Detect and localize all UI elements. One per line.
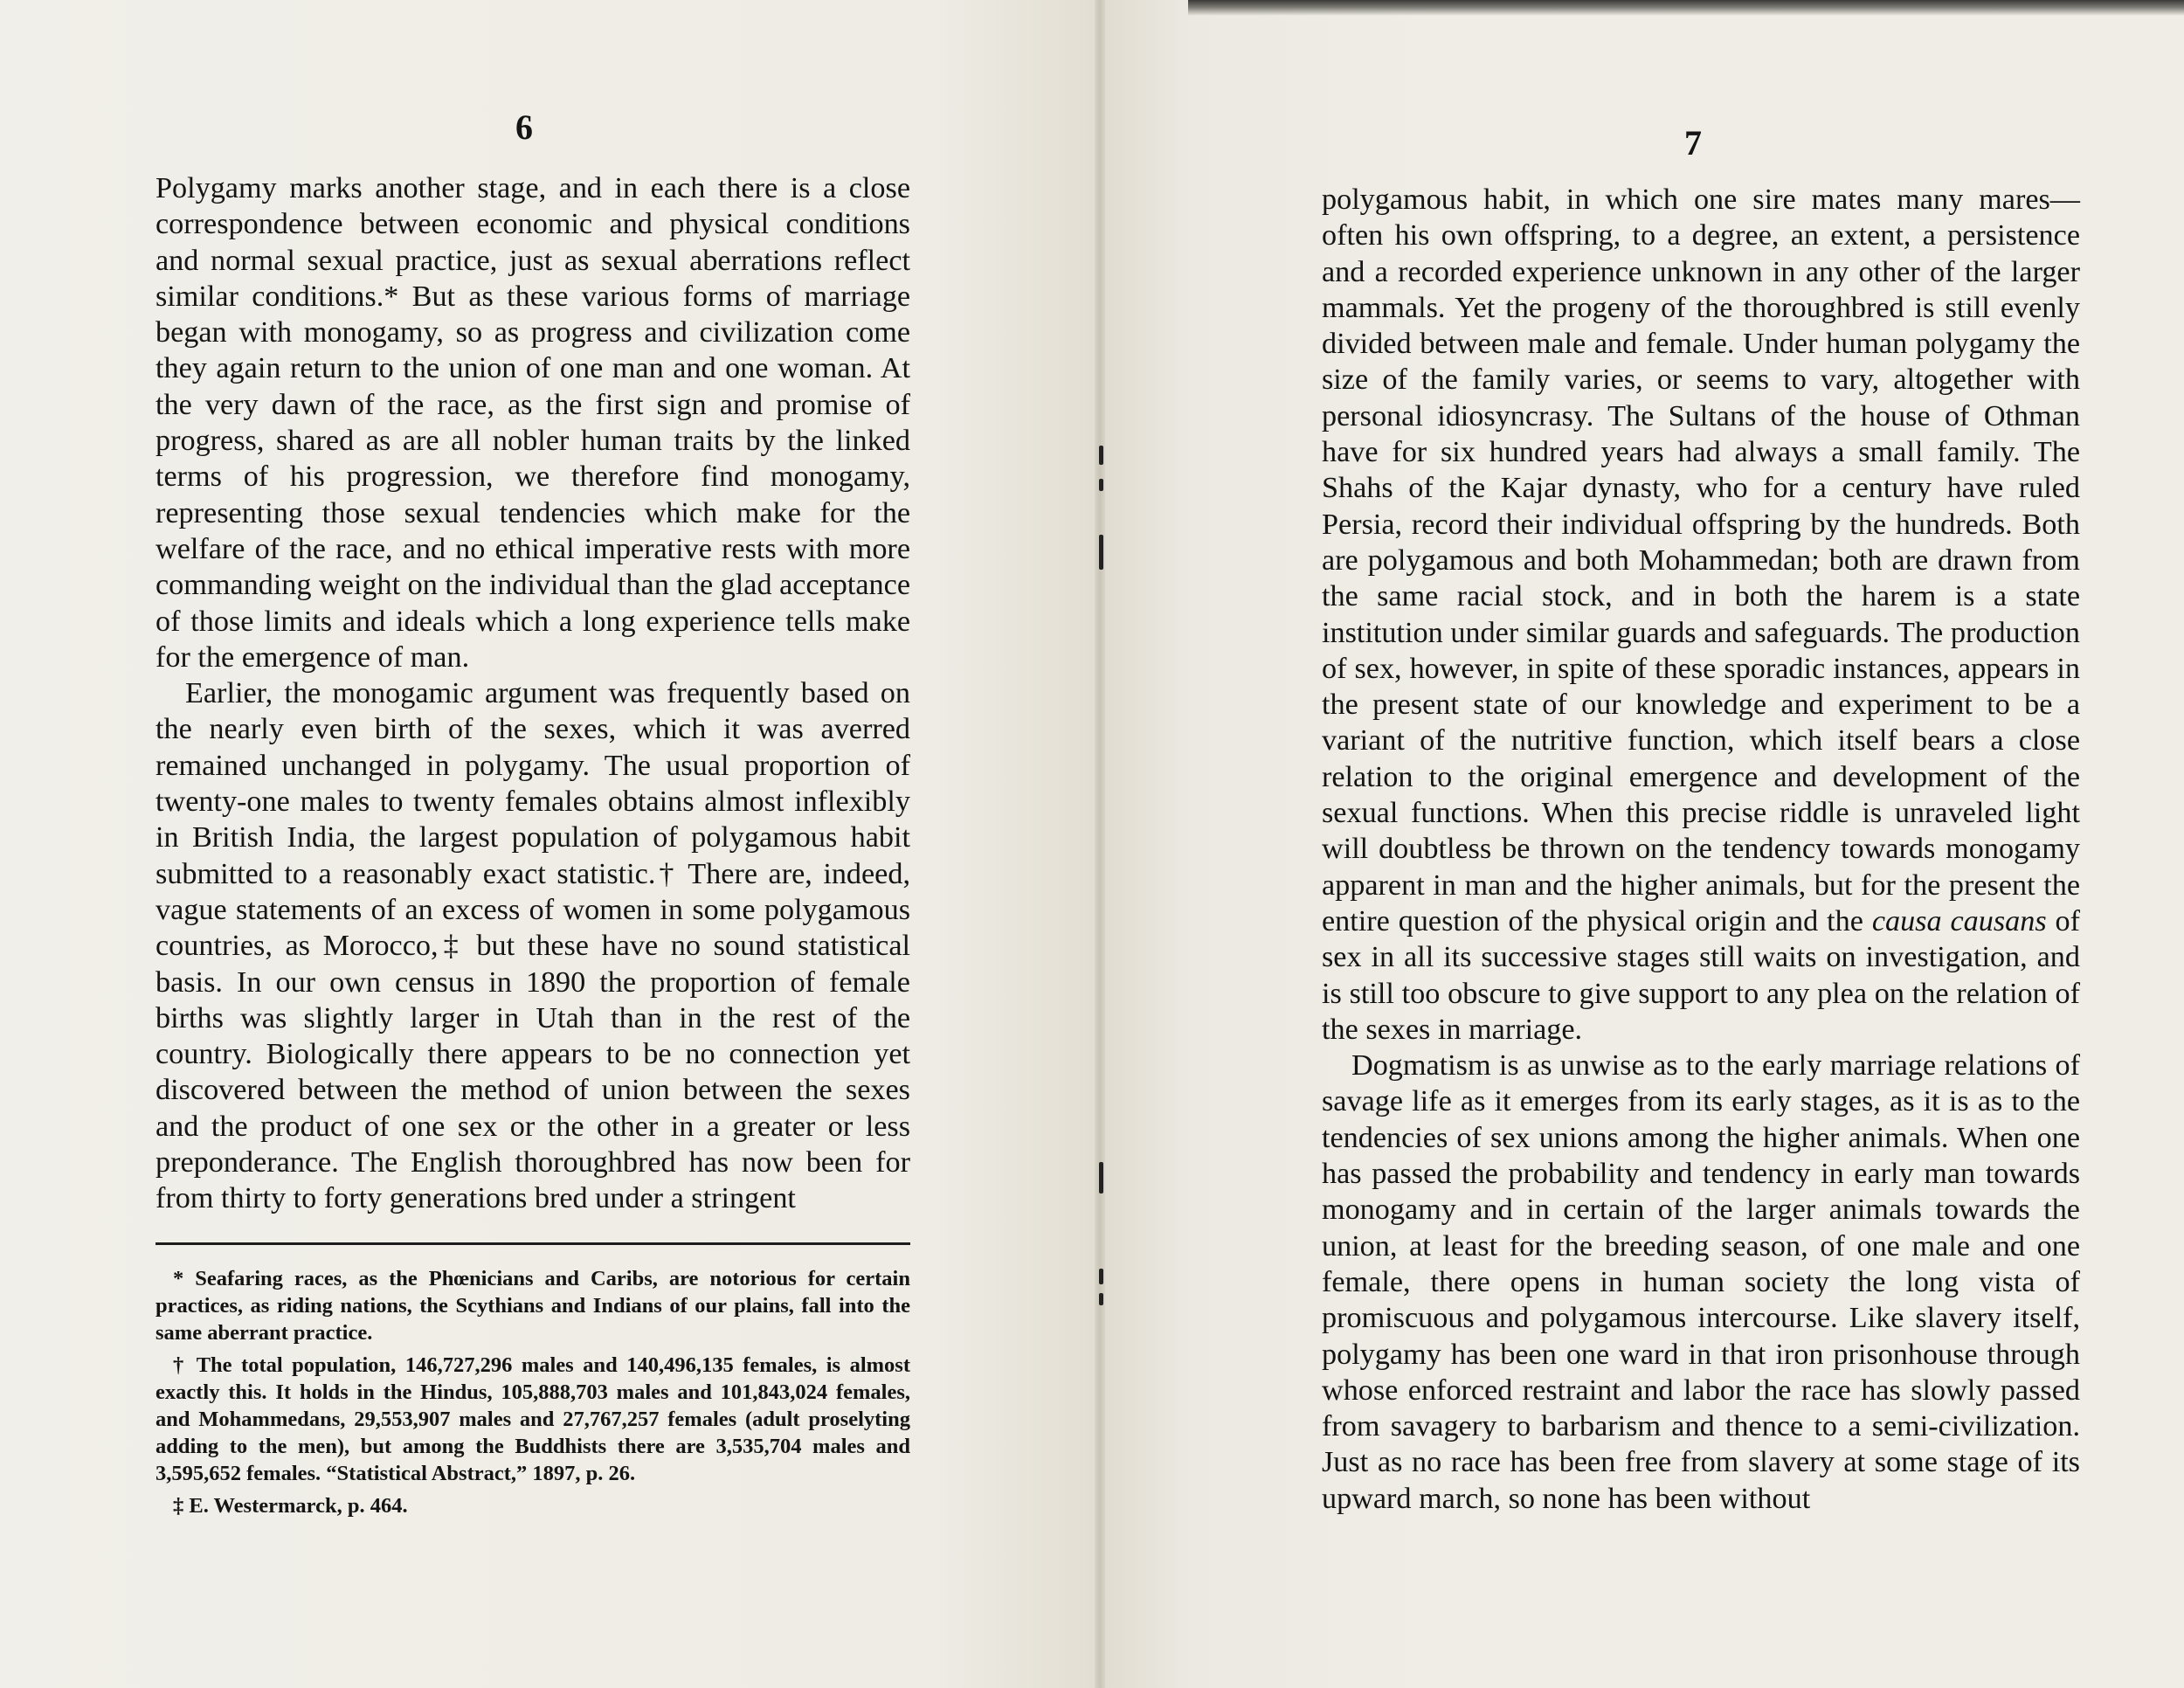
italic-causa-causans: causa causans	[1871, 904, 2047, 937]
right-paragraph-2: Dogmatism is as unwise as to the early marriage relations of savage life as it emerges from its early stages, as it is as to the tendencies of sex unions among the higher animals. When one has passed the probability and tendency in early man towards monogamy and in certain of the larger animals towards the union, at least for the breeding season, of one male and one female, there opens in human society the long vista of promiscuous and polygamous intercourse. Like slavery itself, polygamy has been one ward in that iron prisonhouse through whose enforced restraint and labor the race has slowly passed from savagery to barbarism and thence to a semi-civilization. Just as no race has been free from slavery at some stage of its upward march, so none has been without	[1322, 1049, 2080, 1515]
right-body-text	[1322, 182, 2080, 1517]
right-paragraph-1-text-a: polygamous habit, in which one sire mates many mares— often his own offspring, to a degree, an extent, a persistence and a recorded experience unknown in any other of the larger mammals. Yet the progeny of the thoroughbred is still evenly divided between male and female. Under human polygamy the size of the family varies, or seems to vary, altogether with personal idiosyncrasy. The Sultans of the house of Othman have for six hundred years had always a small family. The Shahs of the Kajar dynasty, who for a century have ruled Persia, record their individual offspring by the hundreds. Both are polygamous and both Mohammedan; both are drawn from the same racial stock, and in both the harem is a state institution under similar guards and safeguards. The production of sex, however, in spite of these sporadic instances, appears in the present state of our knowledge and experiment to be a variant of the nutritive function, which itself bears a close relation to the original emergence and development of the sexual functions. When this precise riddle is unraveled light will doubtless be thrown on the tendency towards monogamy apparent in man and the higher animals, but for the present the entire question of the physical origin and the	[1322, 183, 2080, 937]
footnote-asterisk: * Seafaring races, as the Phœnicians and Caribs, are notorious for certain practices, as riding nations, the Scythians and Indians of our plains, fall into the same aberrant practice.	[156, 1267, 910, 1345]
thread-mark	[1099, 1269, 1103, 1284]
thread-mark	[1099, 479, 1103, 491]
thread-mark	[1099, 1162, 1103, 1193]
binding-thread-marks	[1097, 0, 1106, 1688]
page-number-left: 6	[515, 107, 533, 147]
page-number-right: 7	[1684, 123, 1702, 163]
left-paragraph-2: Earlier, the monogamic argument was frequently based on the nearly even birth of the sexes, which it was averred remained unchanged in polygamy. The usual proportion of twenty-one males to twenty females obtains almost inflexibly in British India, the largest population of polygamous habit submitted to a reasonably exact statistic.† There are, indeed, vague statements of an excess of women in some polygamous countries, as Morocco,‡ but these have no sound statistical basis. In our own census in 1890 the proportion of female births was slightly larger in Utah than in the rest of the country. Biologically there appears to be no connection yet discovered between the method of union between the sexes and the product of one sex or the other in a greater or less preponderance. The English thoroughbred has now been for from thirty to forty generations bred under a stringent	[156, 677, 910, 1215]
thread-mark	[1099, 1293, 1103, 1305]
footnote-rule	[156, 1242, 910, 1245]
footnotes	[156, 1265, 910, 1525]
right-paragraph-1-text-b: of sex in all its successive stages still waits on investigation, and is still too obscure to give support to any plea on the relation of the sexes in marriage.	[1322, 904, 2081, 1046]
left-paragraph-1: Polygamy marks another stage, and in each there is a close correspondence between economic and physical conditions and normal sexual practice, just as sexual aberrations reflect similar conditions.* But as these various forms of marriage began with monogamy, so as progress and civilization come they again return to the union of one man and one woman. At the very dawn of the race, as the first sign and promise of progress, shared as are all nobler human traits by the linked terms of his progression, we therefore find monogamy, representing those sexual tendencies which make for the welfare of the race, and no ethical imperative rests with more commanding weight on the individual than the glad acceptance of those limits and ideals which a long experience tells make for the emergence of man.	[156, 172, 910, 674]
footnote-dagger: † The total population, 146,727,296 males and 140,496,135 females, is almost exactly this. It holds in the Hindus, 105,888,703 males and 101,843,024 females, and Mohammedans, 29,553,907 males and 27,767,257 females (adult proselyting adding to the men), but among the Buddhists there are 3,535,704 males and 3,595,652 females. “Statistical Abstract,” 1897, p. 26.	[156, 1353, 910, 1485]
right-paragraph-1	[1322, 182, 2080, 1048]
left-body-text	[156, 170, 910, 1217]
thread-mark	[1099, 535, 1103, 570]
right-page	[1103, 0, 2184, 1688]
footnote-double-dagger: ‡ E. Westermarck, p. 464.	[173, 1494, 408, 1518]
page-top-shadow	[1188, 0, 2184, 16]
thread-mark	[1099, 446, 1103, 465]
